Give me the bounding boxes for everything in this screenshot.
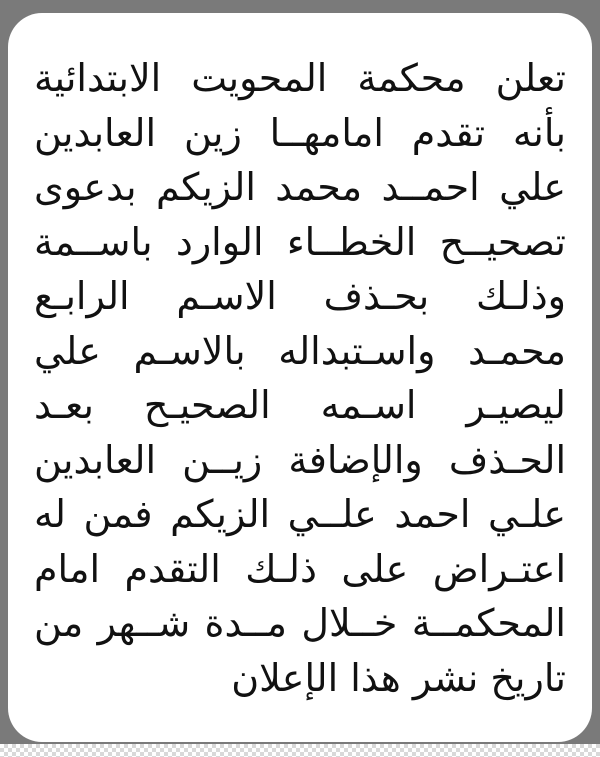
notice-line: بأنه تقدم امامهــا زين العابدين — [34, 110, 566, 155]
transparency-strip — [0, 744, 600, 757]
notice-text — [34, 51, 566, 705]
notice-line: تعلن محكمة المحويت الابتدائية — [34, 56, 566, 100]
notice-line: تصحيــح الخطــاء الوارد باســمة — [34, 219, 566, 264]
notice-line: تاريخ نشر هذا الإعلان — [231, 655, 566, 700]
notice-line: علـي احمد علــي الزيكم فمن له — [34, 492, 566, 536]
notice-line: الحـذف والإضافة زيــن العابدين — [34, 437, 566, 482]
notice-line: وذلـك بحـذف الاسـم الرابـع — [34, 274, 566, 318]
notice-line: محمـد واسـتبداله بالاسـم علي — [34, 328, 566, 373]
notice-card — [8, 13, 592, 742]
notice-line: اعتـراض على ذلـك التقدم امام — [34, 546, 566, 591]
notice-line: المحكمــة خــلال مــدة شــهر من — [34, 601, 566, 645]
notice-line: علي احمــد محمد الزيكم بدعوى — [34, 165, 566, 209]
notice-line: ليصيـر اسـمه الصحيـح بعـد — [34, 383, 566, 427]
